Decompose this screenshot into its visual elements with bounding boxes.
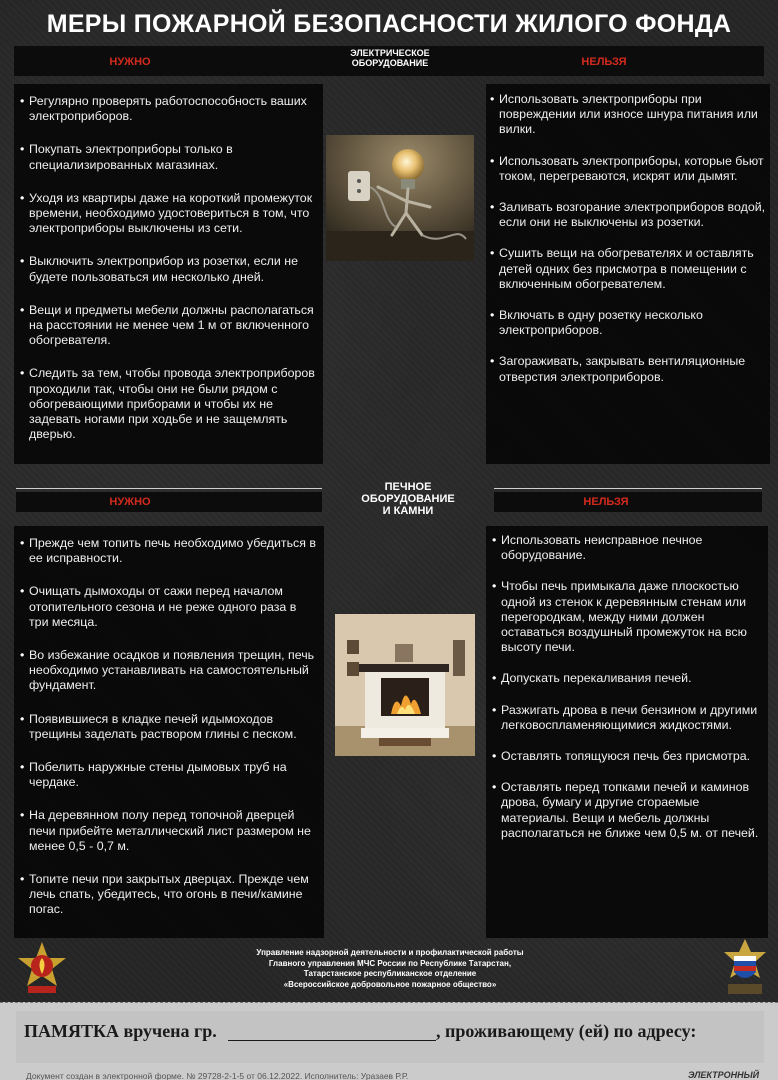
list-item: • Побелить наружные стены дымовых труб на чердаке.	[20, 760, 318, 790]
list-item: • Прежде чем топить печь необходимо убедиться в ее исправности.	[20, 536, 318, 566]
list-item: • Покупать электроприборы только в специализированных магазинах.	[20, 142, 317, 172]
list-item: • Допускать перекаливания печей.	[492, 671, 762, 686]
section1-dont-list	[486, 84, 770, 385]
mchs-emblem	[722, 938, 768, 998]
section1-heading-line2: ОБОРУДОВАНИЕ	[351, 58, 429, 68]
mchs-emblem-icon	[722, 938, 768, 998]
list-item: • Использовать электроприборы, которые бьют током, перегреваются, искрят или дымят.	[490, 154, 766, 184]
list-item: • Заливать возгорание электроприборов водой, если они не выключены из розетки.	[490, 200, 766, 230]
list-item: • Выключить электроприбор из розетки, если не будете пользоваться им несколько дней.	[20, 254, 317, 284]
list-item: • Регулярно проверять работоспособность ваших электроприборов.	[20, 94, 317, 124]
memo-recipient-blank[interactable]	[228, 1023, 436, 1041]
section2-dont-panel	[486, 526, 768, 938]
footer-line3: Татарстанское республиканское отделение	[303, 969, 477, 978]
section1-do-label: НУЖНО	[109, 56, 151, 68]
section2-right-rule	[494, 488, 762, 489]
footer-org-text	[140, 948, 640, 990]
page-title: МЕРЫ ПОЖАРНОЙ БЕЗОПАСНОСТИ ЖИЛОГО ФОНДА	[46, 10, 732, 38]
list-item: • Разжигать дрова в печи бензином и другими легковоспламеняющимися жидкостями.	[492, 703, 762, 733]
section2-heading	[330, 481, 486, 517]
list-item: • Вещи и предметы мебели должны располагаться на расстоянии не менее чем 1 м от включенного обогревателя.	[20, 303, 317, 349]
section1-do-panel	[14, 84, 323, 464]
section2-heading-line1: ПЕЧНОЕ	[384, 481, 432, 493]
lightbulb-socket-photo	[326, 135, 474, 261]
list-item: • Во избежание осадков и появления трещин, печь необходимо устанавливать на самостоятельный фундамент.	[20, 648, 318, 694]
list-item: • Уходя из квартиры даже на короткий промежуток времени, необходимо удостовериться в том, что электроприборы выключены из сети.	[20, 191, 317, 237]
section2-do-panel	[14, 526, 324, 938]
document-signature-note: Документ создан в электронной форме. № 29728-2-1-5 от 06.12.2022. Исполнитель: Уразаев Р.Р.	[26, 1071, 409, 1080]
section1-heading	[320, 48, 460, 68]
lightbulb-socket-illustration	[326, 135, 474, 261]
footer-line2: Главного управления МЧС России по Республике Татарстан,	[268, 958, 512, 968]
fireplace-photo	[335, 614, 475, 756]
list-item: • Оставлять перед топками печей и каминов дрова, бумагу и другие сгораемые материалы. Вещи и мебель должны располагаться не ближе чем 0,5 м. от печей.	[492, 780, 762, 841]
section2-dont-list	[486, 526, 768, 841]
memo-label-address: , проживающему (ей) по адресу:	[436, 1021, 697, 1041]
footer-line4: «Всероссийское добровольное пожарное общество»	[283, 979, 497, 989]
section2-dont-label: НЕЛЬЗЯ	[583, 496, 629, 508]
list-item: • На деревянном полу перед топочной дверцей печи прибейте металлический лист размером не менее 0,5 - 0,7 м.	[20, 808, 318, 854]
list-item: • Чтобы печь примыкала даже плоскостью одной из стенок к деревянным стенам или перегородкам, между ними должен оставаться воздушный промежуток на всю высоту печи.	[492, 579, 762, 655]
section2-heading-line2: ОБОРУДОВАНИЕ	[361, 493, 455, 505]
section1-dont-label: НЕЛЬЗЯ	[581, 56, 627, 68]
memo-strip	[0, 1002, 778, 1080]
list-item: • Топите печи при закрытых дверцах. Прежде чем лечь спать, убедитесь, что огонь в печи/камине погас.	[20, 872, 318, 918]
list-item: • Загораживать, закрывать вентиляционные отверстия электроприборов.	[490, 354, 766, 384]
electronic-document-mark: ЭЛЕКТРОННЫЙ	[688, 1070, 760, 1080]
list-item: • Появившиеся в кладке печей идымоходов трещины заделать раствором глины с песком.	[20, 712, 318, 742]
list-item: • Включать в одну розетку несколько электроприборов.	[490, 308, 766, 338]
list-item: • Очищать дымоходы от сажи перед началом отопительного сезона и не реже одного раза в три месяца.	[20, 584, 318, 630]
section1-dont-panel	[486, 84, 770, 464]
memo-label-recipient: ПАМЯТКА вручена гр.	[24, 1021, 217, 1041]
section2-do-list	[14, 526, 324, 918]
section1-heading-line1: ЭЛЕКТРИЧЕСКОЕ	[350, 48, 430, 58]
vdpo-emblem	[16, 940, 68, 996]
fireplace-illustration	[335, 614, 475, 756]
list-item: • Использовать электроприборы при повреждении или износе шнура питания или вилки.	[490, 92, 766, 138]
list-item: • Сушить вещи на обогревателях и оставлять детей одних без присмотра в помещении с включенным обогревателем.	[490, 246, 766, 292]
list-item: • Следить за тем, чтобы провода электроприборов проходили так, чтобы они не были рядом с обогревающими приборами и чтобы их не задевать ногами при ходьбе и не защемлять дверью.	[20, 366, 317, 442]
section2-heading-line3: И КАМНИ	[382, 505, 434, 517]
vdpo-emblem-icon	[16, 940, 68, 996]
section2-do-label: НУЖНО	[109, 496, 151, 508]
footer-line1: Управление надзорной деятельности и профилактической работы	[256, 948, 524, 957]
section1-do-list	[14, 84, 323, 442]
list-item: • Оставлять топящуюся печь без присмотра.	[492, 749, 762, 764]
list-item: • Использовать неисправное печное оборудование.	[492, 533, 762, 563]
section2-left-rule	[16, 488, 322, 489]
